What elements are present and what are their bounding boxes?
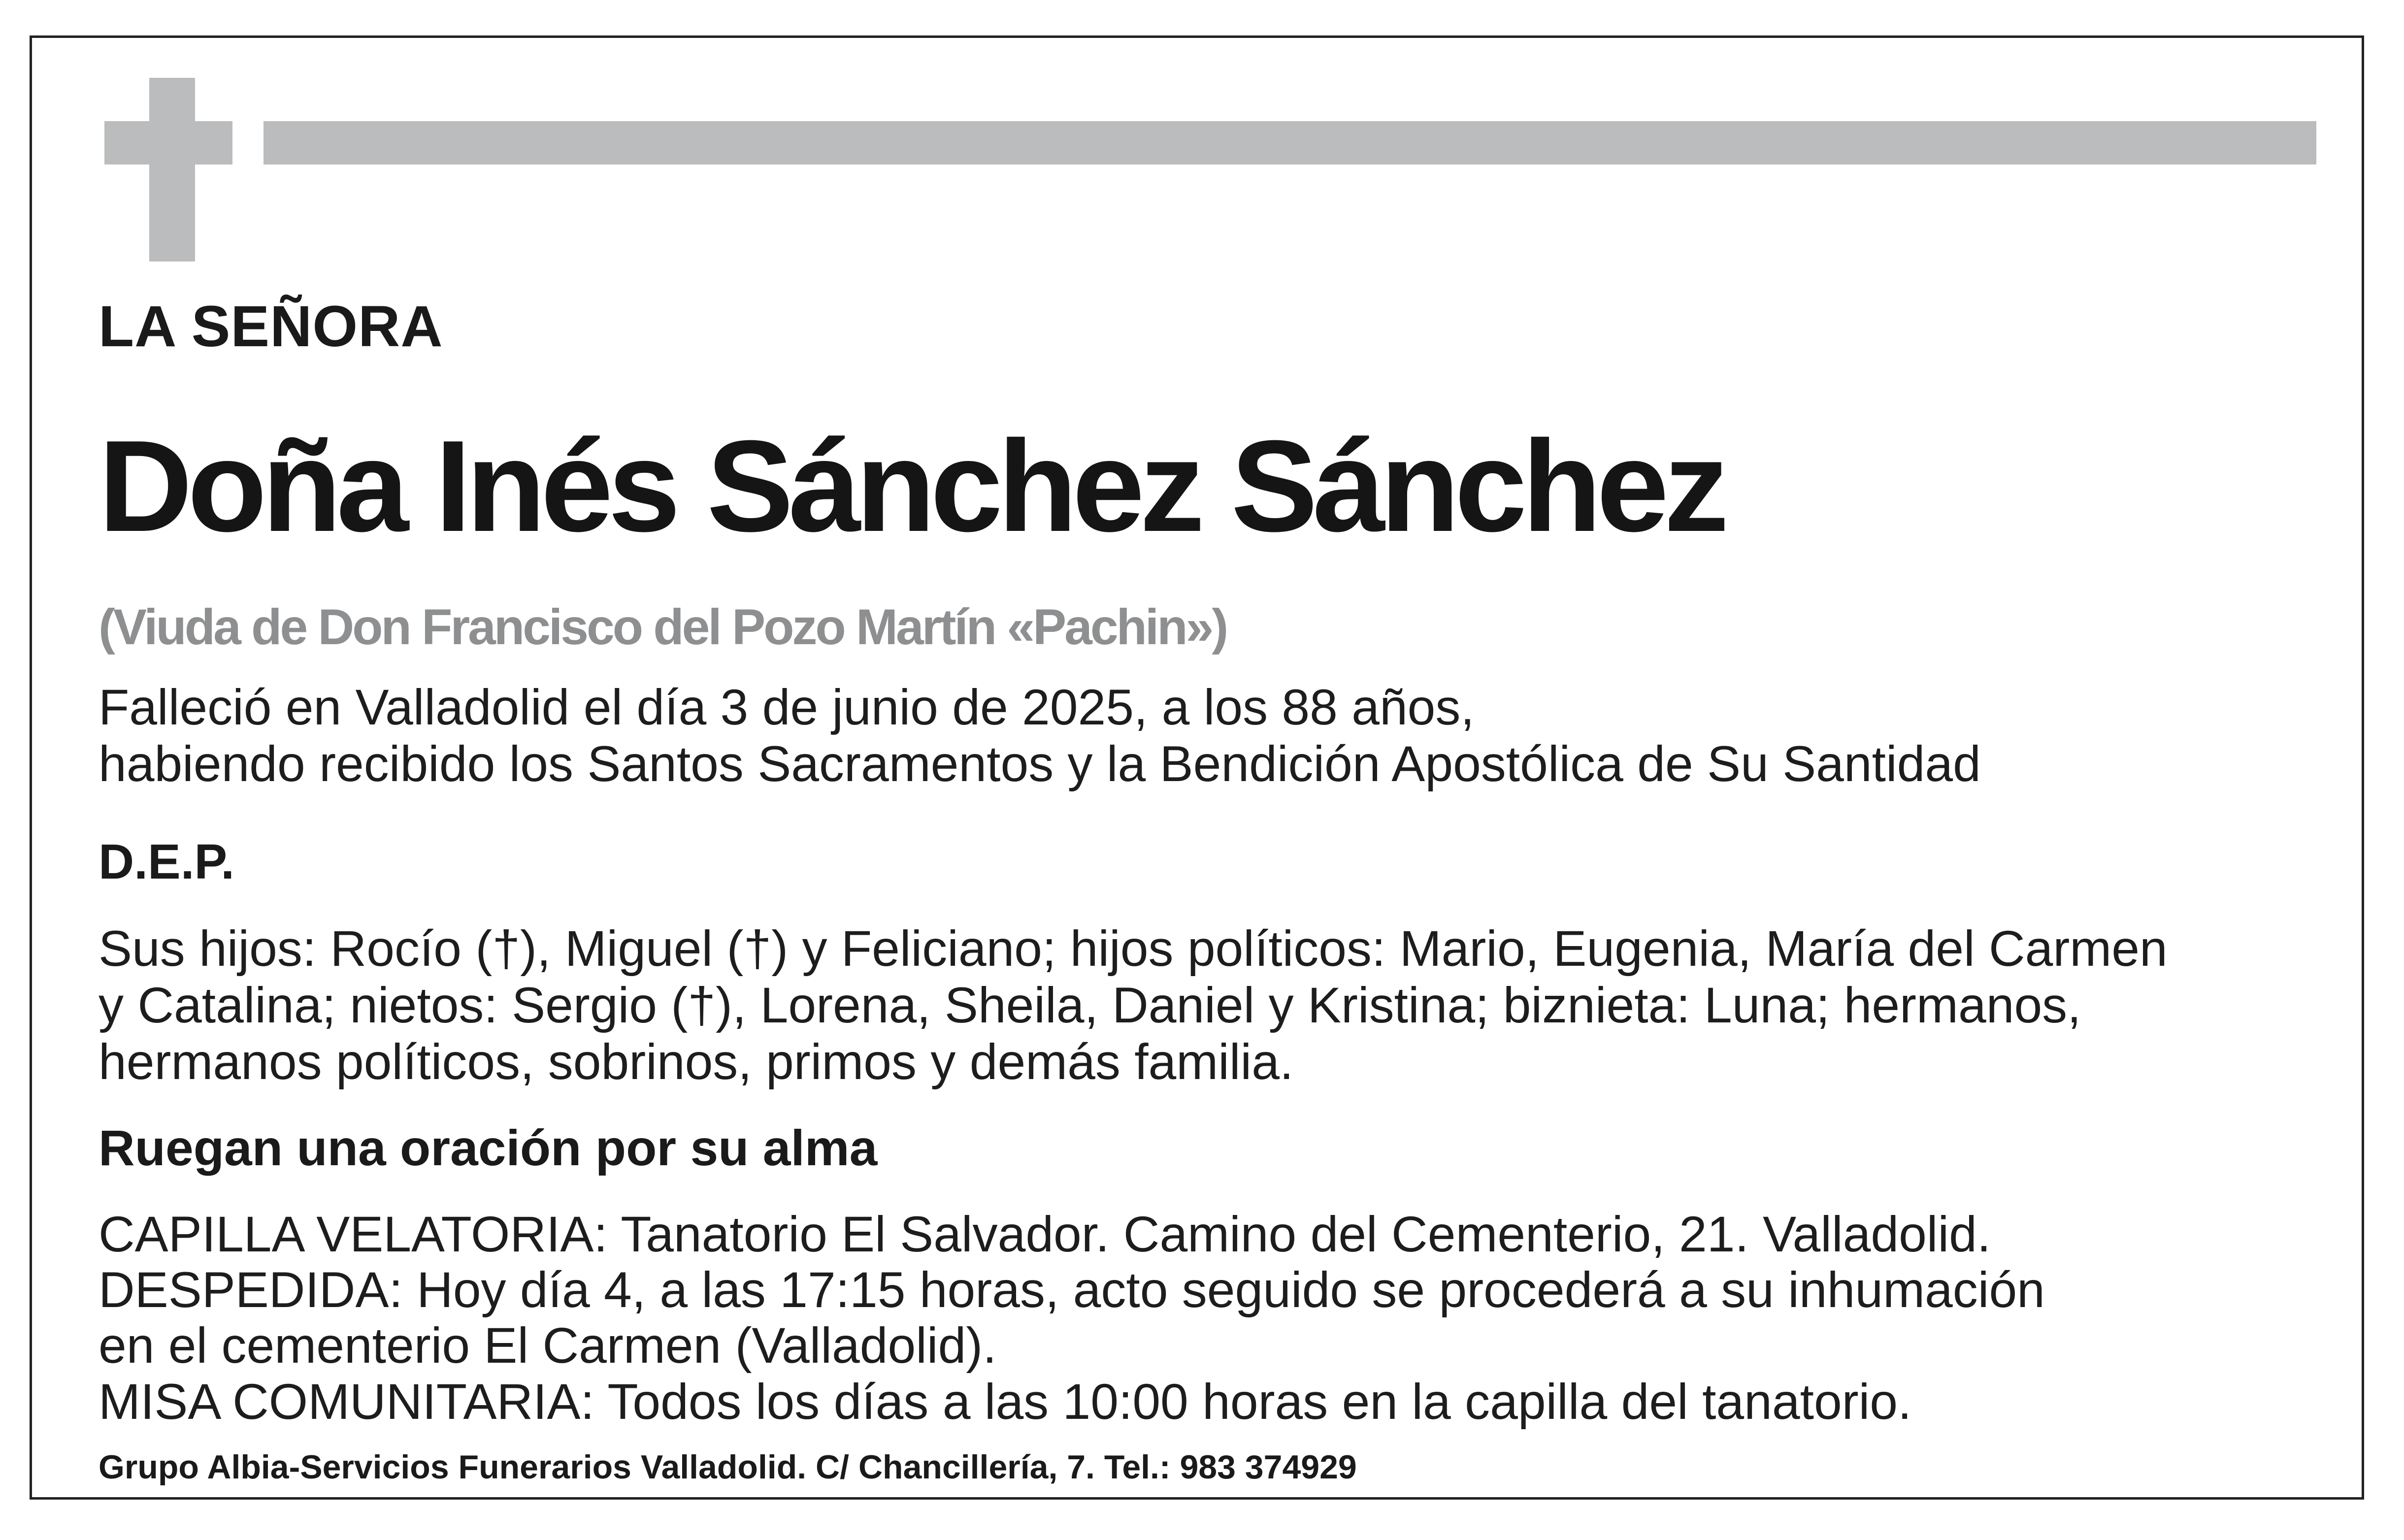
death-line-2: habiendo recibido los Santos Sacramentos y la Bendición Apostólica de Su Santidad [99, 736, 1981, 792]
death-line-1: Falleció en Valladolid el día 3 de junio de 2025, a los 88 años, [99, 679, 1475, 735]
family-line-2: y Catalina; nietos: Sergio (†), Lorena, Sheila, Daniel y Kristina; biznieta: Luna; hermanos, [99, 977, 2081, 1033]
funeral-home-footer: Grupo Albia-Servicios Funerarios Valladolid. C/ Chancillería, 7. Tel.: 983 374929 [99, 1448, 1357, 1486]
ceremony-line-4: MISA COMUNITARIA: Todos los días a las 10:00 horas en la capilla del tanatorio. [99, 1374, 1912, 1430]
cross-icon-horizontal-bar [104, 121, 232, 164]
notice-title: LA SEÑORA [99, 294, 443, 359]
ceremony-line-2: DESPEDIDA: Hoy día 4, a las 17:15 horas, acto seguido se procederá a su inhumación [99, 1262, 2045, 1318]
header-rule [263, 121, 2316, 164]
prayer-request: Ruegan una oración por su alma [99, 1120, 878, 1176]
family-line-3: hermanos políticos, sobrinos, primos y demás familia. [99, 1034, 1294, 1090]
deceased-name: Doña Inés Sánchez Sánchez [99, 413, 1724, 558]
family-line-1: Sus hijos: Rocío (†), Miguel (†) y Feliciano; hijos políticos: Mario, Eugenia, María del Carmen [99, 920, 2168, 977]
ceremony-line-3: en el cementerio El Carmen (Valladolid). [99, 1317, 997, 1374]
widow-note: (Viuda de Don Francisco del Pozo Martín «Pachin») [99, 599, 1227, 655]
cross-icon-vertical-bar [149, 78, 195, 262]
ceremony-line-1: CAPILLA VELATORIA: Tanatorio El Salvador. Camino del Cementerio, 21. Valladolid. [99, 1206, 1991, 1262]
dep-label: D.E.P. [99, 834, 235, 889]
